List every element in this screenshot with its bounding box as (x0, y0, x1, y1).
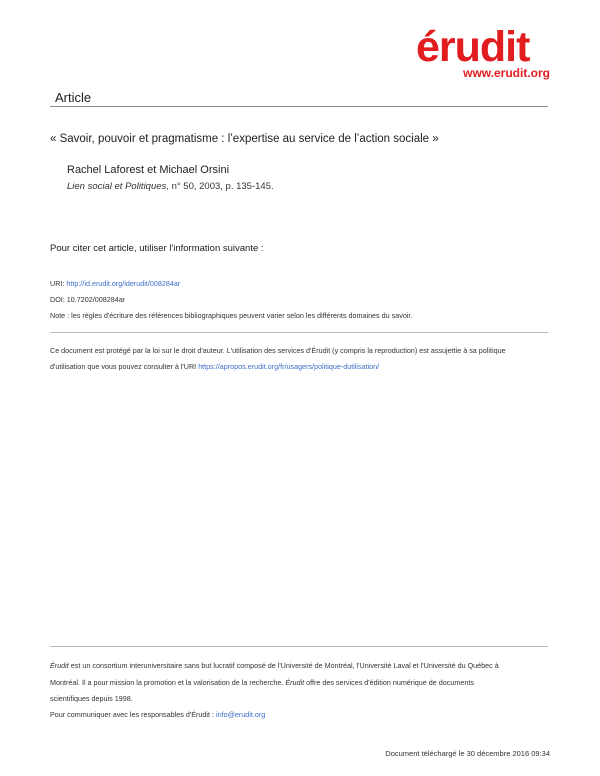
journal-name: Lien social et Politiques (67, 181, 167, 192)
logo-wordmark: érudit (416, 23, 530, 71)
erudit-name: Érudit (50, 661, 69, 670)
contact-text: Pour communiquer avec les responsables d'Érudit : (50, 710, 214, 719)
section-label: Article (55, 90, 92, 105)
footer-line-1-text: est un consortium interuniversitaire sans but lucratif composé de l'Université de Montréal, l'Université Laval et l'Université du Québec à (68, 661, 499, 670)
cite-intro: Pour citer cet article, utiliser l'information suivante : (50, 243, 264, 254)
doi-value: 10.7202/008284ar (66, 295, 126, 304)
footer-line-1 (50, 661, 499, 670)
article-citation (67, 181, 274, 192)
copyright-line-2 (50, 362, 379, 371)
doi-line (50, 295, 125, 304)
article-authors: Rachel Laforest et Michael Orsini (67, 164, 230, 176)
header-divider (50, 106, 548, 107)
contact-line (50, 710, 265, 719)
footer-line-3: scientifiques depuis 1998. (50, 694, 133, 703)
erudit-logo (416, 23, 550, 81)
uri-link[interactable]: http://id.erudit.org/iderudit/008284ar (66, 279, 181, 288)
copyright-line-1: Ce document est protégé par la loi sur le droit d'auteur. L'utilisation des services d'Érudit (y compris la reproduction) est assujettie à sa politique (50, 346, 506, 355)
footer-line-2 (50, 678, 474, 687)
cite-divider (50, 332, 548, 333)
footer-line-2-rest: offre des services d'édition numérique de documents (304, 678, 474, 687)
contact-email-link[interactable]: info@erudit.org (215, 710, 266, 719)
usage-policy-link[interactable]: https://apropos.erudit.org/fr/usagers/politique-dutilisation/ (198, 362, 380, 371)
logo-url: www.erudit.org (463, 66, 550, 80)
citation-details: , n° 50, 2003, p. 135-145. (166, 181, 274, 192)
download-timestamp: Document téléchargé le 30 décembre 2016 09:34 (385, 749, 550, 758)
uri-line (50, 279, 180, 288)
copyright-line-2-text: d'utilisation que vous pouvez consulter à l'URI (50, 362, 197, 371)
doi-label: DOI: (50, 295, 65, 304)
uri-label: URI: (50, 279, 65, 288)
footer-line-2-text: Montréal. Il a pour mission la promotion et la valorisation de la recherche. (50, 678, 286, 687)
article-title: « Savoir, pouvoir et pragmatisme : l’expertise au service de l’action sociale » (50, 133, 439, 145)
erudit-name-2: Érudit (285, 678, 305, 687)
citation-note: Note : les règles d'écriture des références bibliographiques peuvent varier selon les différents domaines du savoir. (50, 311, 413, 320)
footer-divider (50, 646, 548, 647)
